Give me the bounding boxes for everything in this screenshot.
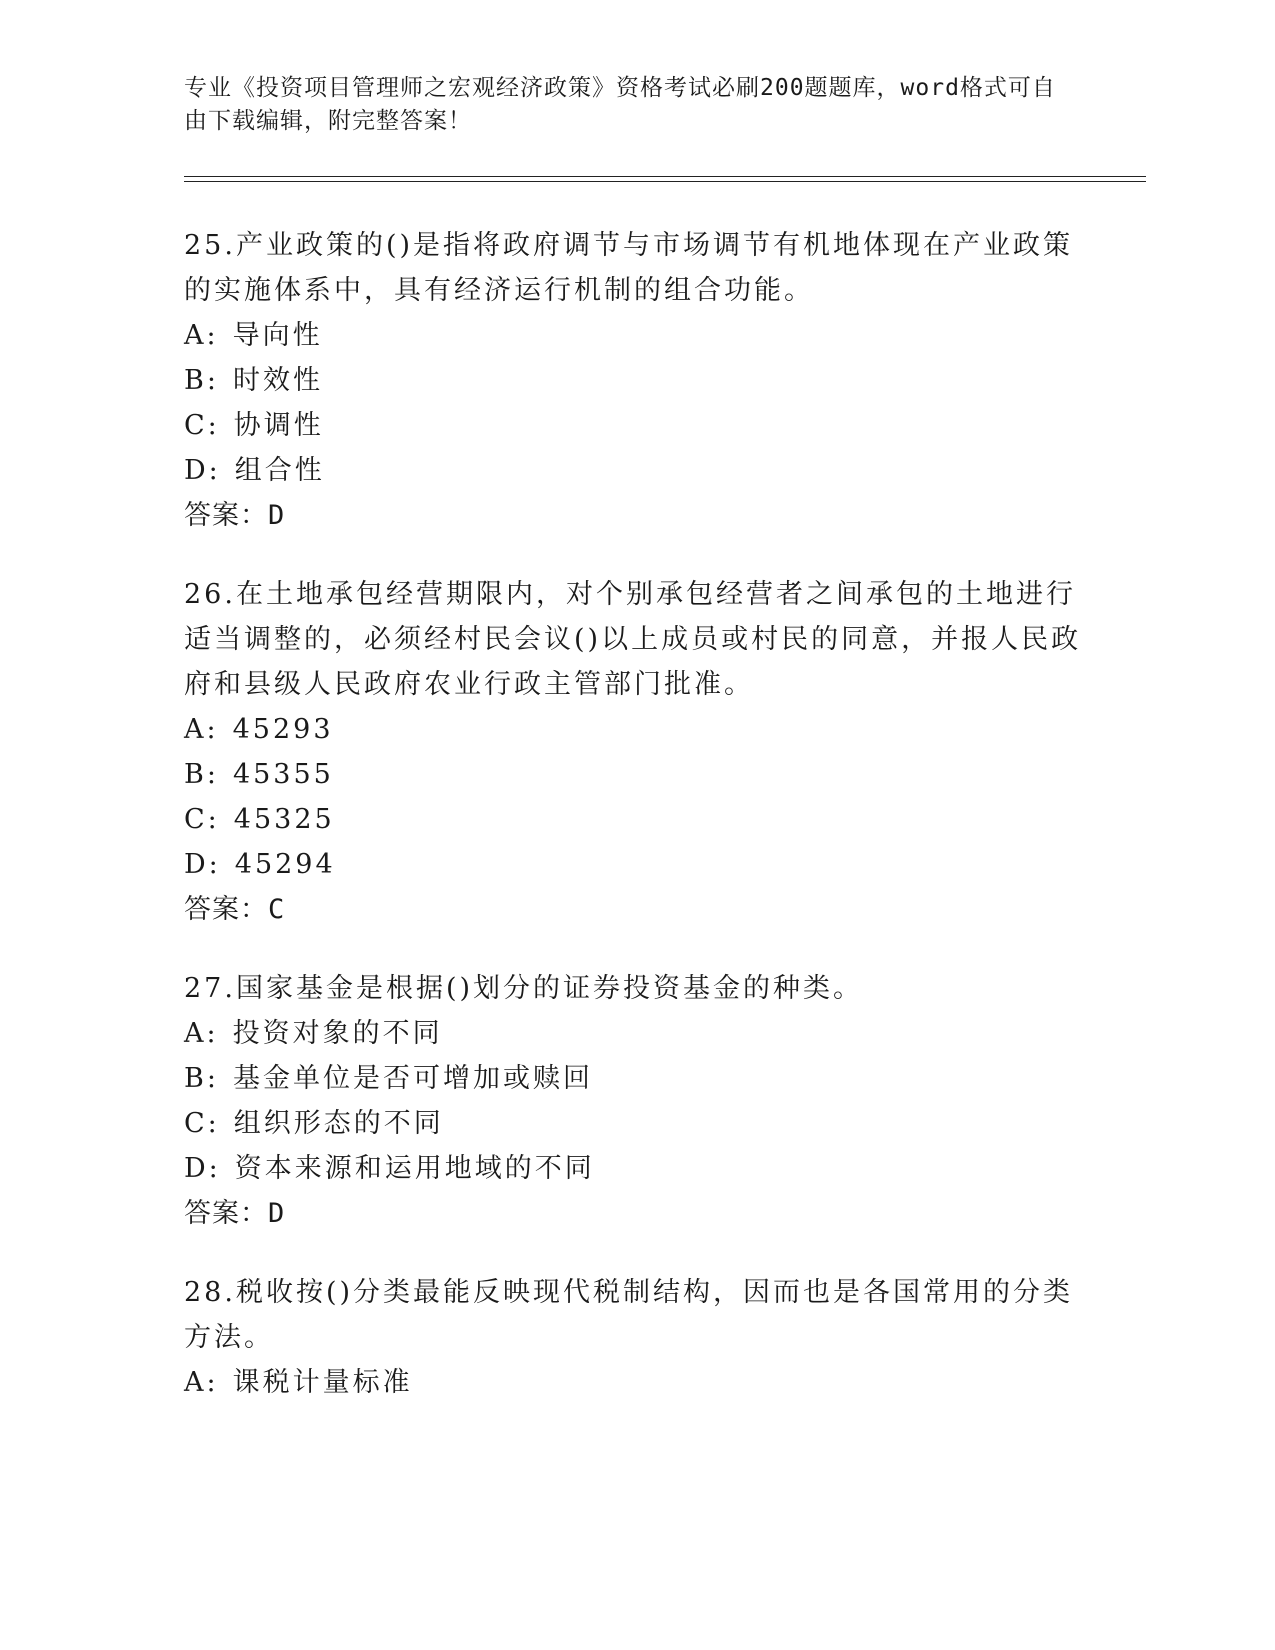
question-28: [184, 1270, 1084, 1405]
option-letter: C: [184, 804, 208, 835]
option-b: [184, 1056, 1084, 1101]
option-letter: B: [184, 365, 207, 396]
question-stem: 27.国家基金是根据()划分的证券投资基金的种类。: [184, 973, 864, 1004]
option-letter: A: [184, 1018, 207, 1049]
option-text: 资本来源和运用地域的不同: [234, 1153, 595, 1184]
option-letter: D: [184, 1153, 209, 1184]
option-c: [184, 403, 1084, 448]
option-text: 课税计量标准: [232, 1367, 413, 1398]
option-letter: C: [184, 1108, 208, 1139]
option-c: [184, 797, 1084, 842]
option-letter: B: [184, 759, 207, 790]
option-b: [184, 358, 1084, 403]
option-separator: :: [206, 320, 219, 351]
option-d: [184, 1146, 1084, 1191]
question-stem: 26.在土地承包经营期限内，对个别承包经营者之间承包的土地进行适当调整的，必须经村民会议()以上成员或村民的同意，并报人民政府和县级人民政府农业行政主管部门批准。: [184, 579, 1082, 700]
option-separator: :: [208, 849, 221, 880]
option-a: [184, 313, 1084, 358]
option-text: 协调性: [233, 410, 324, 441]
option-letter: A: [184, 320, 207, 351]
option-text: 时效性: [232, 365, 323, 396]
question-26: [184, 572, 1084, 932]
question-stem: 28.税收按()分类最能反映现代税制结构，因而也是各国常用的分类方法。: [184, 1277, 1074, 1353]
option-separator: :: [207, 410, 220, 441]
answer-text: 答案：D: [184, 500, 286, 531]
question-25: [184, 223, 1084, 538]
answer-text: 答案：C: [184, 894, 286, 925]
option-d: [184, 842, 1084, 887]
option-a: [184, 1011, 1084, 1056]
option-a: [184, 707, 1084, 752]
option-b: [184, 752, 1084, 797]
option-separator: :: [206, 714, 219, 745]
option-text: 组合性: [234, 455, 325, 486]
option-separator: :: [207, 1108, 220, 1139]
option-text: 45355: [232, 759, 334, 790]
header-divider-bottom: [184, 181, 1146, 182]
option-separator: :: [206, 1018, 219, 1049]
option-separator: :: [208, 1153, 221, 1184]
option-text: 投资对象的不同: [232, 1018, 443, 1049]
option-text: 45325: [233, 804, 335, 835]
option-letter: A: [184, 714, 207, 745]
option-text: 导向性: [232, 320, 323, 351]
option-separator: :: [206, 759, 219, 790]
option-letter: B: [184, 1063, 207, 1094]
option-separator: :: [206, 365, 219, 396]
option-separator: :: [206, 1367, 219, 1398]
option-text: 45294: [234, 849, 336, 880]
option-text: 组织形态的不同: [233, 1108, 444, 1139]
option-separator: :: [207, 804, 220, 835]
option-d: [184, 448, 1084, 493]
option-c: [184, 1101, 1084, 1146]
option-letter: A: [184, 1367, 207, 1398]
option-letter: C: [184, 410, 208, 441]
header-divider-top: [184, 176, 1146, 177]
option-text: 基金单位是否可增加或赎回: [232, 1063, 593, 1094]
option-letter: D: [184, 455, 209, 486]
question-stem: 25.产业政策的()是指将政府调节与市场调节有机地体现在产业政策的实施体系中，具有经济运行机制的组合功能。: [184, 230, 1074, 306]
document-intro: 专业《投资项目管理师之宏观经济政策》资格考试必刷200题题库，word格式可自由下载编辑，附完整答案！: [184, 75, 1056, 134]
option-text: 45293: [232, 714, 334, 745]
option-separator: :: [208, 455, 221, 486]
question-27: [184, 966, 1084, 1236]
option-letter: D: [184, 849, 209, 880]
option-a: [184, 1360, 1084, 1405]
option-separator: :: [206, 1063, 219, 1094]
answer-text: 答案：D: [184, 1198, 286, 1229]
